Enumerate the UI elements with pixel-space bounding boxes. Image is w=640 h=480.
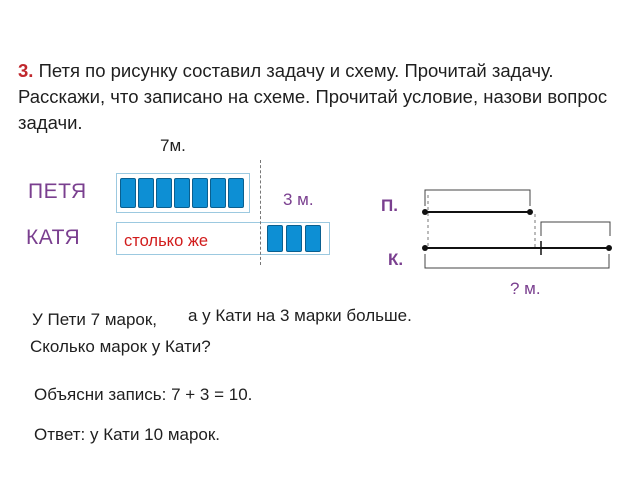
scheme-label-k: К.	[388, 250, 404, 269]
name-petya: ПЕТЯ	[28, 180, 87, 203]
point-k-start	[422, 245, 428, 251]
condition-part1: У Пети 7 марок,	[32, 310, 158, 329]
brace-extra	[541, 222, 610, 236]
task-statement: Петя по рисунку составил задачу и схему. Прочитай задачу. Расскажи, что записано на схеме. Прочитай условие, назови вопрос задачи.	[18, 60, 608, 133]
point-p-end	[527, 209, 533, 215]
answer-text: Ответ: у Кати 10 марок.	[34, 425, 221, 444]
task-question: Сколько марок у Кати?	[30, 337, 211, 356]
scheme-label-question: ? м.	[510, 279, 541, 298]
same-amount-label: столько же	[124, 232, 209, 250]
point-k-end	[606, 245, 612, 251]
scheme-label-p: П.	[381, 196, 398, 215]
label-3m: 3 м.	[283, 190, 314, 209]
explain-record: Объясни запись: 7 + 3 = 10.	[34, 385, 253, 404]
brace-petya	[425, 190, 530, 206]
brace-katya	[425, 254, 609, 268]
label-7m: 7м.	[160, 136, 186, 155]
point-p-start	[422, 209, 428, 215]
condition-part2: а у Кати на 3 марки больше.	[188, 306, 412, 325]
name-katya: КАТЯ	[26, 226, 81, 249]
task-number: 3.	[18, 60, 34, 81]
